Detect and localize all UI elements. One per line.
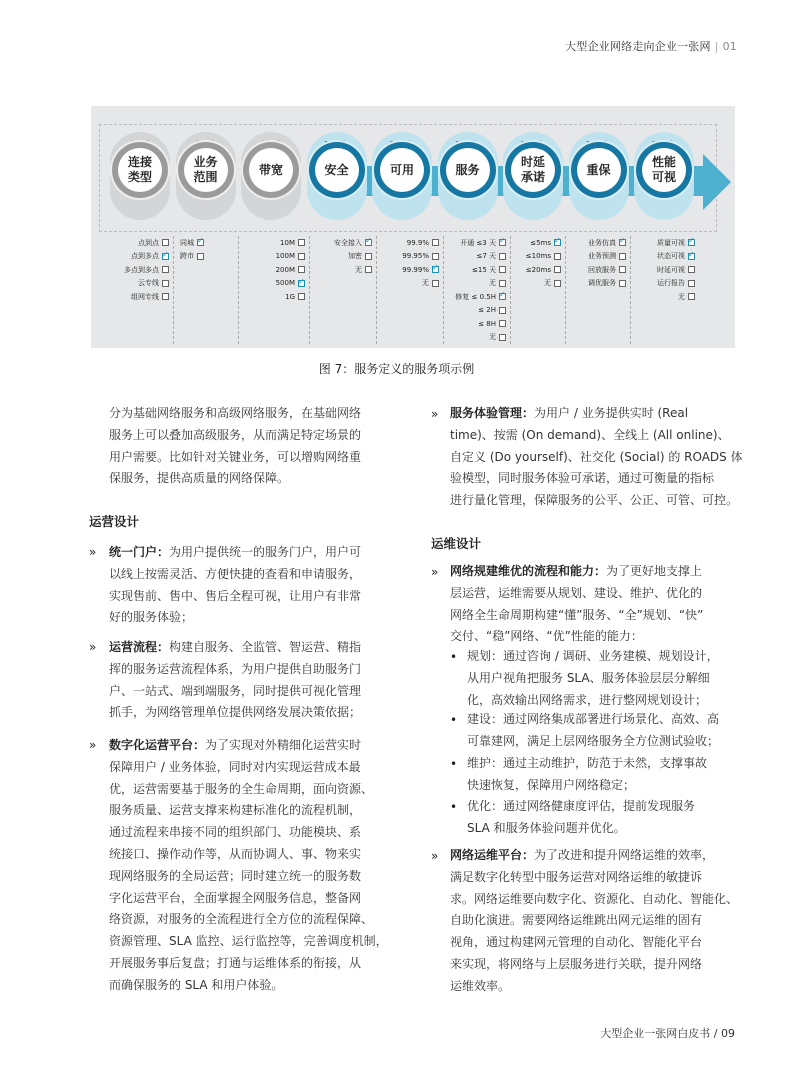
- checked-checkbox-icon: [365, 239, 372, 246]
- option-row: [444, 331, 510, 345]
- bullet-line: 优化：通过网络健康度评估，提前发现服务: [467, 799, 696, 813]
- bullet-line: 统接口、操作动作等，从而协调人、事、物来实: [109, 846, 362, 861]
- checked-checkbox-icon: [619, 239, 626, 246]
- option-row: [511, 250, 565, 264]
- bullet-line: 规划：通过咨询 / 调研、业务建模、规划设计，: [467, 649, 719, 663]
- option-label: ≤20ms: [525, 265, 551, 274]
- checkbox-icon: [619, 253, 626, 260]
- bullet-line: 求。网络运维要向数字化、资源化、自动化、智能化、: [450, 891, 739, 906]
- section-heading-maint: 运维设计: [431, 536, 482, 551]
- service-name: [315, 148, 359, 192]
- option-row: [444, 250, 510, 264]
- option-row: [631, 263, 699, 277]
- bullet-line: 化，高效输出网络需求，进行整网规划设计；: [467, 692, 708, 707]
- option-label: 同城: [180, 238, 194, 247]
- service-name-text: [521, 155, 545, 185]
- option-row: [97, 250, 173, 264]
- option-column: [97, 236, 174, 344]
- option-column: [174, 236, 239, 344]
- option-label: 跨市: [180, 252, 194, 261]
- option-column: [444, 236, 511, 344]
- checked-checkbox-icon: [298, 280, 305, 287]
- bullet-icon: »: [431, 565, 439, 579]
- page-header: [565, 38, 737, 54]
- service-circle: [309, 142, 365, 198]
- option-row: [566, 236, 630, 250]
- option-row: [566, 263, 630, 277]
- checked-checkbox-icon: [499, 239, 506, 246]
- checkbox-icon: [688, 280, 695, 287]
- checkbox-icon: [162, 266, 169, 273]
- option-row: [444, 304, 510, 318]
- option-label: 10M: [280, 238, 295, 247]
- bullet-line: 快速恢复，保障用户网络稳定；: [467, 777, 636, 792]
- option-row: [310, 263, 376, 277]
- service-circle: [374, 142, 430, 198]
- checked-checkbox-icon: [688, 253, 695, 260]
- option-row: [97, 290, 173, 304]
- service-name-line: 可视: [651, 170, 676, 184]
- checkbox-icon: [499, 253, 506, 260]
- service-figure: [91, 106, 735, 348]
- checkbox-icon: [197, 253, 204, 260]
- service-name: [577, 148, 621, 192]
- service-name-line: 服务: [455, 162, 480, 177]
- option-row: [239, 277, 309, 291]
- option-row: [377, 263, 443, 277]
- option-label: 500M: [275, 279, 295, 288]
- intro-line: 分为基础网络服务和高级网络服务，在基础网络: [109, 406, 362, 420]
- option-row: [239, 250, 309, 264]
- checked-checkbox-icon: [197, 239, 204, 246]
- bullet-line: 网络全生命周期构建“懂”服务、“全”规划、“快”: [450, 607, 704, 622]
- checkbox-icon: [554, 253, 561, 260]
- figure-caption: 图 7：服务定义的服务项示例: [318, 362, 475, 376]
- bullet-lead: 服务体验管理：: [450, 406, 535, 420]
- bullet-line: 户、一站式、端到端服务，同时提供可视化管理: [109, 683, 362, 698]
- option-label: 组网专线: [131, 292, 159, 301]
- bullet-line: 挥的服务运营流程体系，为用户提供自助服务门: [109, 661, 362, 676]
- intro-line: 保服务，提供高质量的网络保障。: [109, 471, 290, 486]
- bullet-line: 现网络服务的全局运营；同时建立统一的服务数: [109, 868, 362, 883]
- option-row: [444, 263, 510, 277]
- bullet-experience: [450, 403, 750, 512]
- option-row: [511, 236, 565, 250]
- bullet-lead: 数字化运营平台：: [109, 738, 206, 752]
- checkbox-icon: [162, 239, 169, 246]
- service-name-text: [324, 163, 348, 178]
- bullet-lead: 网络运维平台：: [450, 848, 535, 862]
- option-label: 云专线: [138, 279, 159, 288]
- service-name: [118, 148, 162, 192]
- service-name-text: [193, 155, 217, 185]
- option-row: [239, 263, 309, 277]
- option-row: [377, 250, 443, 264]
- option-label: 99.95%: [402, 252, 429, 261]
- option-column: [377, 236, 444, 344]
- option-row: [174, 250, 238, 264]
- option-row: [377, 236, 443, 250]
- checked-checkbox-icon: [554, 239, 561, 246]
- service-circle: [440, 142, 496, 198]
- bullet-line: 自助化演进。需要网络运维跳出网元运维的固有: [450, 913, 703, 928]
- checkbox-icon: [499, 320, 506, 327]
- bullet-line: 抓手，为网络管理单位提供网络发展决策依据；: [109, 705, 362, 720]
- bullet-line: 而确保服务的 SLA 和用户体验。: [109, 977, 284, 992]
- bullet-line: 层运营，运维需要从规划、建设、维护、优化的: [450, 585, 703, 600]
- intro-line: 用户需要。比如针对关键业务，可以增购网络重: [109, 449, 362, 464]
- option-row: [97, 263, 173, 277]
- service-name-line: 业务: [193, 155, 218, 169]
- option-label: ≤ 2H: [478, 306, 496, 315]
- option-label: 点到点: [138, 238, 159, 247]
- bullet-line: 维护：通过主动维护，防范于未然，支撑事故: [467, 756, 708, 770]
- checked-checkbox-icon: [499, 293, 506, 300]
- service-name-text: [390, 163, 414, 178]
- checkbox-icon: [619, 266, 626, 273]
- option-label: 回放服务: [588, 265, 616, 274]
- service-name: [380, 148, 424, 192]
- bullet-line: 可靠建网，满足上层网络服务全方位测试验收；: [467, 733, 720, 748]
- option-row: [239, 290, 309, 304]
- option-label: 100M: [275, 252, 295, 261]
- service-name-text: [652, 155, 676, 185]
- service-name: [249, 148, 293, 192]
- bullet-line: 字化运营平台，全面掌握全网服务信息，整备网: [109, 890, 362, 905]
- bullet-line: 进行量化管理，保障服务的公平、公正、可管、可控。: [450, 493, 739, 508]
- bullet-line: 运维效率。: [450, 978, 511, 993]
- service-name-line: 可用: [389, 162, 414, 177]
- dot-bullet-icon: •: [450, 650, 458, 664]
- option-label: 无: [544, 279, 551, 288]
- service-options: [91, 236, 735, 346]
- option-label: 无: [489, 279, 496, 288]
- checkbox-icon: [432, 280, 439, 287]
- arrow-head-icon: [703, 154, 731, 210]
- bullet-line: 验模型，同时服务体验可承诺，通过可衡量的指标: [450, 471, 715, 486]
- service-name-line: 重保: [586, 162, 611, 177]
- service-name-line: 范围: [193, 170, 218, 184]
- service-circle: [571, 142, 627, 198]
- checkbox-icon: [499, 307, 506, 314]
- bullet-line: 构建自服务、全监管、智运营、精指: [169, 640, 362, 654]
- bullet-lifecycle: [450, 561, 750, 648]
- option-label: 多点到多点: [124, 265, 159, 274]
- dot-bullet-icon: •: [450, 800, 458, 814]
- service-name: [642, 148, 686, 192]
- option-row: [97, 236, 173, 250]
- bullet-line: SLA 和服务体验问题并优化。: [467, 820, 626, 835]
- page-footer: 大型企业一张网白皮书 / 09: [600, 1027, 735, 1040]
- sub-bullet-plan: [467, 646, 757, 711]
- header-title: 大型企业网络走向企业一张网: [565, 40, 711, 53]
- bullet-line: 实现售前、售中、售后全程可视，让用户有非常: [109, 588, 362, 603]
- header-page-number: 01: [722, 40, 737, 53]
- option-label: ≤ 8H: [478, 319, 496, 328]
- option-row: [566, 277, 630, 291]
- left-intro: [109, 403, 409, 490]
- option-label: 修复 ≤ 0.5H: [455, 292, 496, 301]
- checkbox-icon: [162, 293, 169, 300]
- dot-bullet-icon: •: [450, 713, 458, 727]
- option-row: [444, 317, 510, 331]
- option-row: [444, 290, 510, 304]
- bullet-line: 以线上按需灵活、方便快捷的查看和申请服务，: [109, 566, 362, 581]
- option-column: [511, 236, 566, 344]
- bullet-icon: »: [89, 640, 97, 654]
- checkbox-icon: [365, 253, 372, 260]
- checkbox-icon: [554, 280, 561, 287]
- option-row: [444, 236, 510, 250]
- option-label: 开通 ≤3 天: [460, 238, 496, 247]
- bullet-lead: 网络规建维优的流程和能力：: [450, 564, 607, 578]
- option-label: 质量可视: [657, 238, 685, 247]
- bullet-line: 优，运营需要基于服务的全生命周期，面向资源、: [109, 781, 374, 796]
- service-circle: [636, 142, 692, 198]
- service-circle: [243, 142, 299, 198]
- option-label: 200M: [275, 265, 295, 274]
- bullet-line: 开展服务事后复盘；打通与运维体系的衔接，从: [109, 955, 362, 970]
- bullet-line: 自定义 (Do yourself)、社交化 (Social) 的 ROADS 体: [450, 449, 743, 464]
- option-row: [444, 277, 510, 291]
- bullet-line: 好的服务体验；: [109, 610, 194, 625]
- service-name-line: 连接: [127, 155, 152, 169]
- option-label: ≤10ms: [525, 252, 551, 261]
- option-label: 1G: [285, 292, 295, 301]
- bullet-line: 资源管理、SLA 监控、运行监控等，完善调度机制，: [109, 934, 388, 949]
- checkbox-icon: [298, 253, 305, 260]
- service-name-line: 安全: [324, 162, 349, 177]
- checkbox-icon: [162, 280, 169, 287]
- dot-bullet-icon: •: [450, 757, 458, 771]
- option-row: [631, 290, 699, 304]
- service-name-line: 性能: [651, 155, 676, 169]
- bullet-line: 从用户视角把服务 SLA、服务体验层层分解细: [467, 670, 710, 685]
- bullet-icon: »: [431, 849, 439, 863]
- option-label: 99.99%: [402, 265, 429, 274]
- bullet-line: 为了实现对外精细化运营实时: [205, 738, 362, 752]
- bullet-digital-platform: [109, 735, 409, 997]
- bullet-lead: 运营流程：: [109, 640, 170, 654]
- option-label: ≤15 天: [472, 265, 496, 274]
- option-label: 无: [355, 265, 362, 274]
- option-column: [566, 236, 631, 344]
- bullet-unified-portal: [109, 542, 409, 629]
- service-circle: [112, 142, 168, 198]
- bullet-line: 来实现，将网络与上层服务进行关联，提升网络: [450, 956, 703, 971]
- checkbox-icon: [298, 239, 305, 246]
- checkbox-icon: [298, 293, 305, 300]
- option-row: [310, 250, 376, 264]
- option-label: 加密: [348, 252, 362, 261]
- option-row: [631, 250, 699, 264]
- option-row: [97, 277, 173, 291]
- option-row: [631, 277, 699, 291]
- bullet-line: 为用户 / 业务提供实时 (Real: [534, 406, 689, 420]
- service-name-text: [259, 163, 283, 178]
- checkbox-icon: [688, 266, 695, 273]
- option-label: 无: [678, 292, 685, 301]
- checkbox-icon: [365, 266, 372, 273]
- option-row: [377, 277, 443, 291]
- option-row: [511, 277, 565, 291]
- checkbox-icon: [499, 280, 506, 287]
- checked-checkbox-icon: [432, 266, 439, 273]
- option-row: [566, 250, 630, 264]
- option-column: [310, 236, 377, 344]
- service-circle: [505, 142, 561, 198]
- checkbox-icon: [298, 266, 305, 273]
- bullet-line: 为了更好地支撑上: [606, 564, 703, 578]
- option-row: [511, 263, 565, 277]
- bullet-line: 建设：通过网络集成部署进行场景化、高效、高: [467, 712, 720, 726]
- option-label: 运行报告: [657, 279, 685, 288]
- header-separator: |: [714, 40, 719, 53]
- service-name: [184, 148, 228, 192]
- option-column: [631, 236, 699, 344]
- bullet-line: 络资源，对服务的全流程进行全方位的流程保障、: [109, 912, 374, 927]
- option-label: 安全接入: [334, 238, 362, 247]
- checkbox-icon: [688, 293, 695, 300]
- sub-bullet-build: [467, 709, 757, 753]
- bullet-icon: »: [89, 738, 97, 752]
- checkbox-icon: [499, 334, 506, 341]
- bullet-line: 为了改进和提升网络运维的效率，: [534, 848, 715, 862]
- bullet-line: 服务质量、运营支撑来构建标准化的流程机制，: [109, 803, 362, 818]
- service-name-text: [455, 163, 479, 178]
- service-name-line: 承诺: [520, 170, 545, 184]
- section-heading-ops: 运营设计: [89, 514, 140, 529]
- service-name-text: [128, 155, 152, 185]
- option-label: ≤5ms: [530, 238, 551, 247]
- option-label: 99.9%: [406, 238, 429, 247]
- checked-checkbox-icon: [688, 239, 695, 246]
- option-label: 业务仿真: [588, 238, 616, 247]
- bullet-line: 视角，通过构建网元管理的自动化、智能化平台: [450, 935, 703, 950]
- service-name: [446, 148, 490, 192]
- bullet-icon: »: [89, 545, 97, 559]
- service-name-line: 时延: [520, 155, 545, 169]
- bullet-maint-platform: [450, 845, 750, 998]
- option-label: 业务预测: [588, 252, 616, 261]
- sub-bullet-maintain: [467, 753, 757, 797]
- service-name-text: [586, 163, 610, 178]
- option-column: [239, 236, 310, 344]
- bullet-lead: 统一门户：: [109, 545, 170, 559]
- option-label: 状态可视: [657, 252, 685, 261]
- option-row: [631, 236, 699, 250]
- checkbox-icon: [499, 266, 506, 273]
- service-name-line: 带宽: [258, 162, 283, 177]
- checkbox-icon: [432, 253, 439, 260]
- checkbox-icon: [432, 239, 439, 246]
- bullet-line: 交付、“稳”网络、“优”性能的能力：: [450, 629, 643, 644]
- bullet-line: time)、按需 (On demand)、全线上 (All online)、: [450, 427, 730, 442]
- checkbox-icon: [619, 280, 626, 287]
- option-label: ≤7 天: [476, 252, 496, 261]
- checked-checkbox-icon: [162, 253, 169, 260]
- bullet-ops-process: [109, 637, 409, 724]
- option-row: [174, 236, 238, 250]
- option-label: 调优服务: [588, 279, 616, 288]
- option-row: [239, 236, 309, 250]
- bullet-line: 满足数字化转型中服务运营对网络运维的敏捷诉: [450, 869, 703, 884]
- bullet-line: 通过流程来串接不同的组织部门、功能模块、系: [109, 825, 362, 840]
- option-label: 无: [422, 279, 429, 288]
- sub-bullet-optimize: [467, 796, 757, 840]
- option-label: 点到多点: [131, 252, 159, 261]
- service-name-line: 类型: [127, 170, 152, 184]
- intro-line: 服务上可以叠加高级服务，从而满足特定场景的: [109, 427, 362, 442]
- option-label: 无: [489, 333, 496, 342]
- service-name: [511, 148, 555, 192]
- bullet-icon: »: [431, 407, 439, 421]
- option-row: [310, 236, 376, 250]
- bullet-line: 保障用户 / 业务体验，同时对内实现运营成本最: [109, 759, 361, 774]
- checkbox-icon: [554, 266, 561, 273]
- option-label: 时延可视: [657, 265, 685, 274]
- bullet-line: 为用户提供统一的服务门户，用户可: [169, 545, 362, 559]
- service-circle: [178, 142, 234, 198]
